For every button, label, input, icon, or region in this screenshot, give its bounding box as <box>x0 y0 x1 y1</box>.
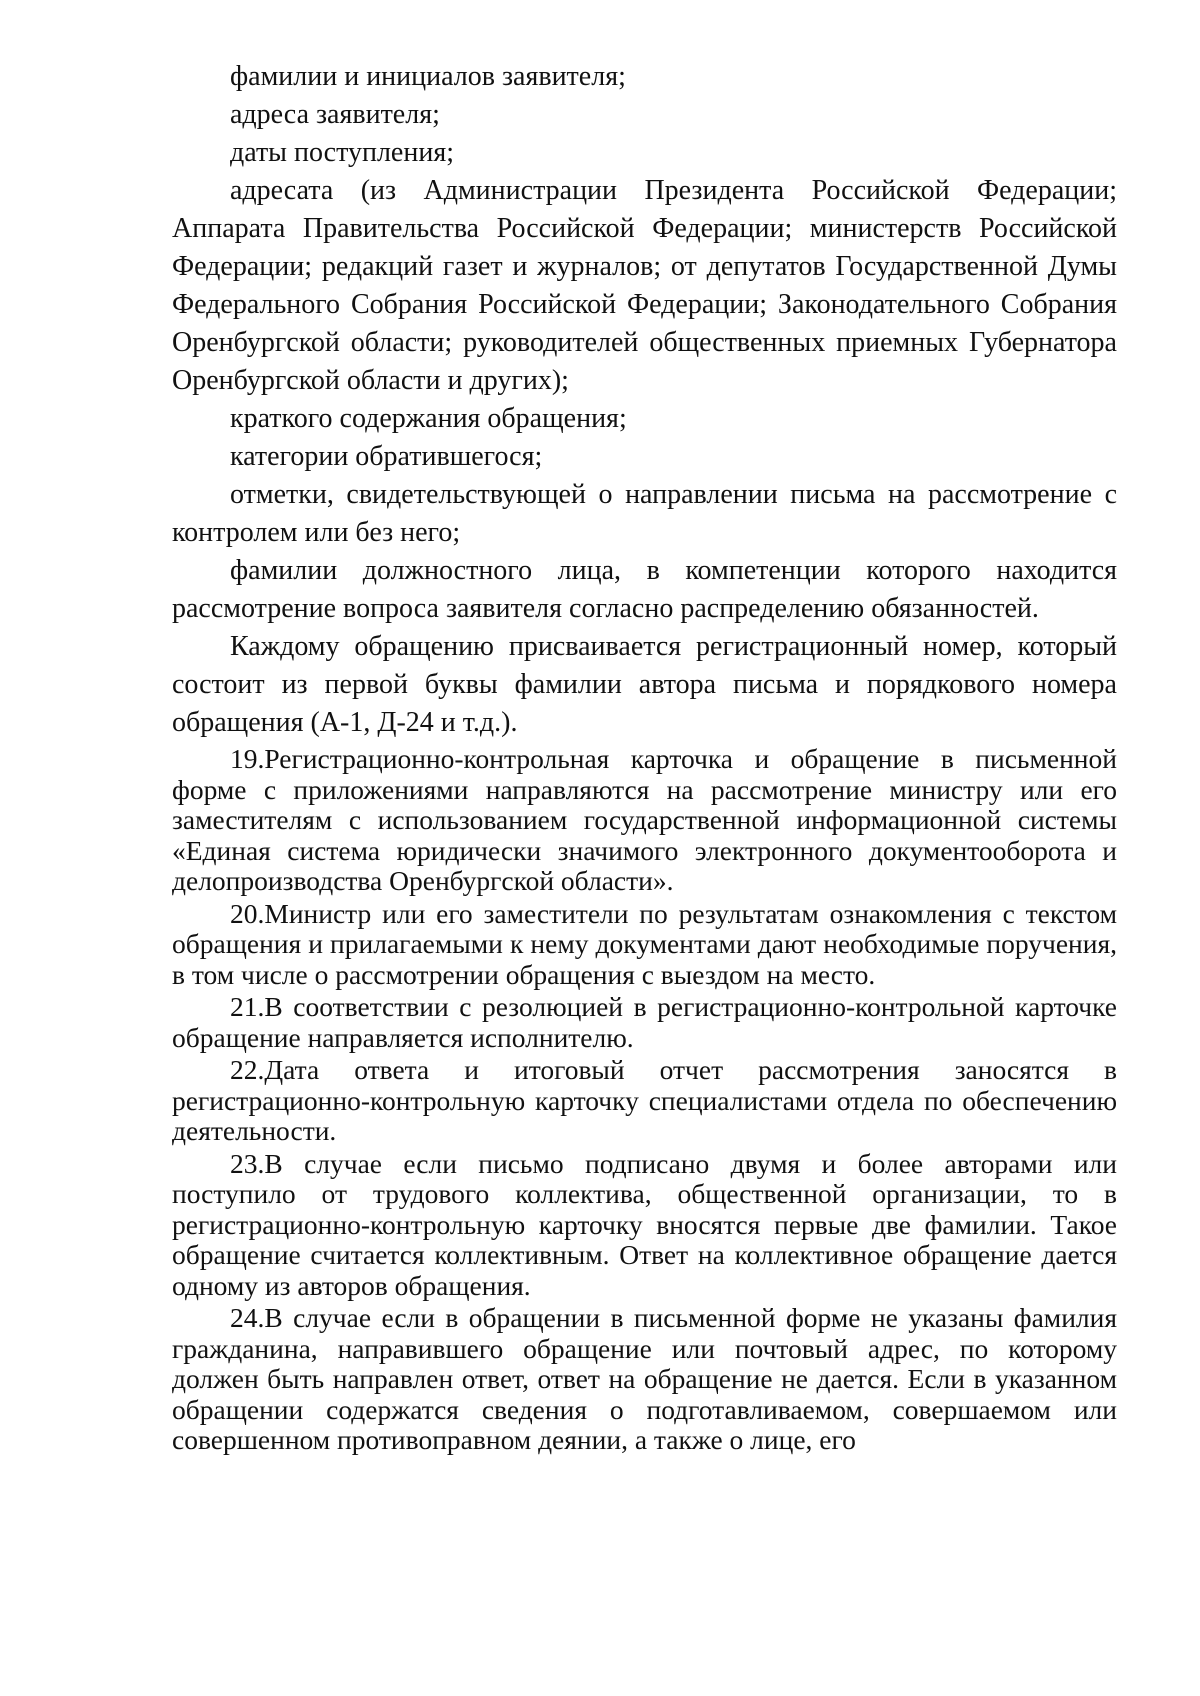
list-item-applicant-address: адреса заявителя; <box>230 99 440 130</box>
clause-22: 22.Дата ответа и итоговый отчет рассмотрения заносятся в регистрационно-контрольную карточку специалистами отдела по обеспечению деятельности. <box>172 1054 1117 1146</box>
list-item-category: категории обратившегося; <box>230 441 543 472</box>
clause-23: 23.В случае если письмо подписано двумя и более авторами или поступило от трудового коллектива, общественной организации, то в регистрационно-контрольную карточку вносятся первые две фамилии. Такое обращение считается коллективным. Ответ на коллективное обращение дается одному из авторов обращения. <box>172 1147 1117 1301</box>
clause-20: 20.Министр или его заместители по результатам ознакомления с текстом обращения и прилагаемыми к нему документами дают необходимые поручения, в том числе о рассмотрении обращения с выездом на место. <box>172 897 1117 990</box>
list-item-control-mark: отметки, свидетельствующей о направлении письма на рассмотрение с контролем или без него; <box>172 479 1117 548</box>
list-item-receipt-date: даты поступления; <box>230 137 454 168</box>
clause-24: 24.В случае если в обращении в письменной форме не указаны фамилия гражданина, направившего обращение или почтовый адрес, по которому должен быть направлен ответ, ответ на обращение не дается. Если в указанном обращении содержатся сведения о подготавливаемом, совершаемом или совершенном противоправном деянии, а также о лице, его <box>172 1302 1117 1455</box>
list-item-summary: краткого содержания обращения; <box>230 403 627 434</box>
list-item-official-name: фамилии должностного лица, в компетенции которого находится рассмотрение вопроса заявителя согласно распределению обязанностей. <box>172 555 1117 624</box>
document-page <box>172 58 1117 1456</box>
clauses-section <box>172 744 1117 1456</box>
clause-21: 21.В соответствии с резолюцией в регистрационно-контрольной карточке обращение направляется исполнителю. <box>172 991 1117 1053</box>
clause-19: 19.Регистрационно-контрольная карточка и обращение в письменной форме с приложениями направляются на рассмотрение министру или его заместителям с использованием государственной информационной системы «Единая система юридически значимого электронного документооборота и делопроизводства Оренбургской области». <box>172 743 1117 896</box>
list-item-addressee: адресата (из Администрации Президента Российской Федерации; Аппарата Правительства Российской Федерации; министерств Российской Федерации; редакций газет и журналов; от депутатов Государственной Думы Федерального Собрания Российской Федерации; Законодательного Собрания Оренбургской области; руководителей общественных приемных Губернатора Оренбургской области и других); <box>172 175 1117 396</box>
recipient-details-list <box>172 58 1117 742</box>
registration-number-paragraph: Каждому обращению присваивается регистрационный номер, который состоит из первой буквы фамилии автора письма и порядкового номера обращения (А-1, Д-24 и т.д.). <box>172 631 1117 738</box>
list-item-applicant-name: фамилии и инициалов заявителя; <box>230 61 626 92</box>
